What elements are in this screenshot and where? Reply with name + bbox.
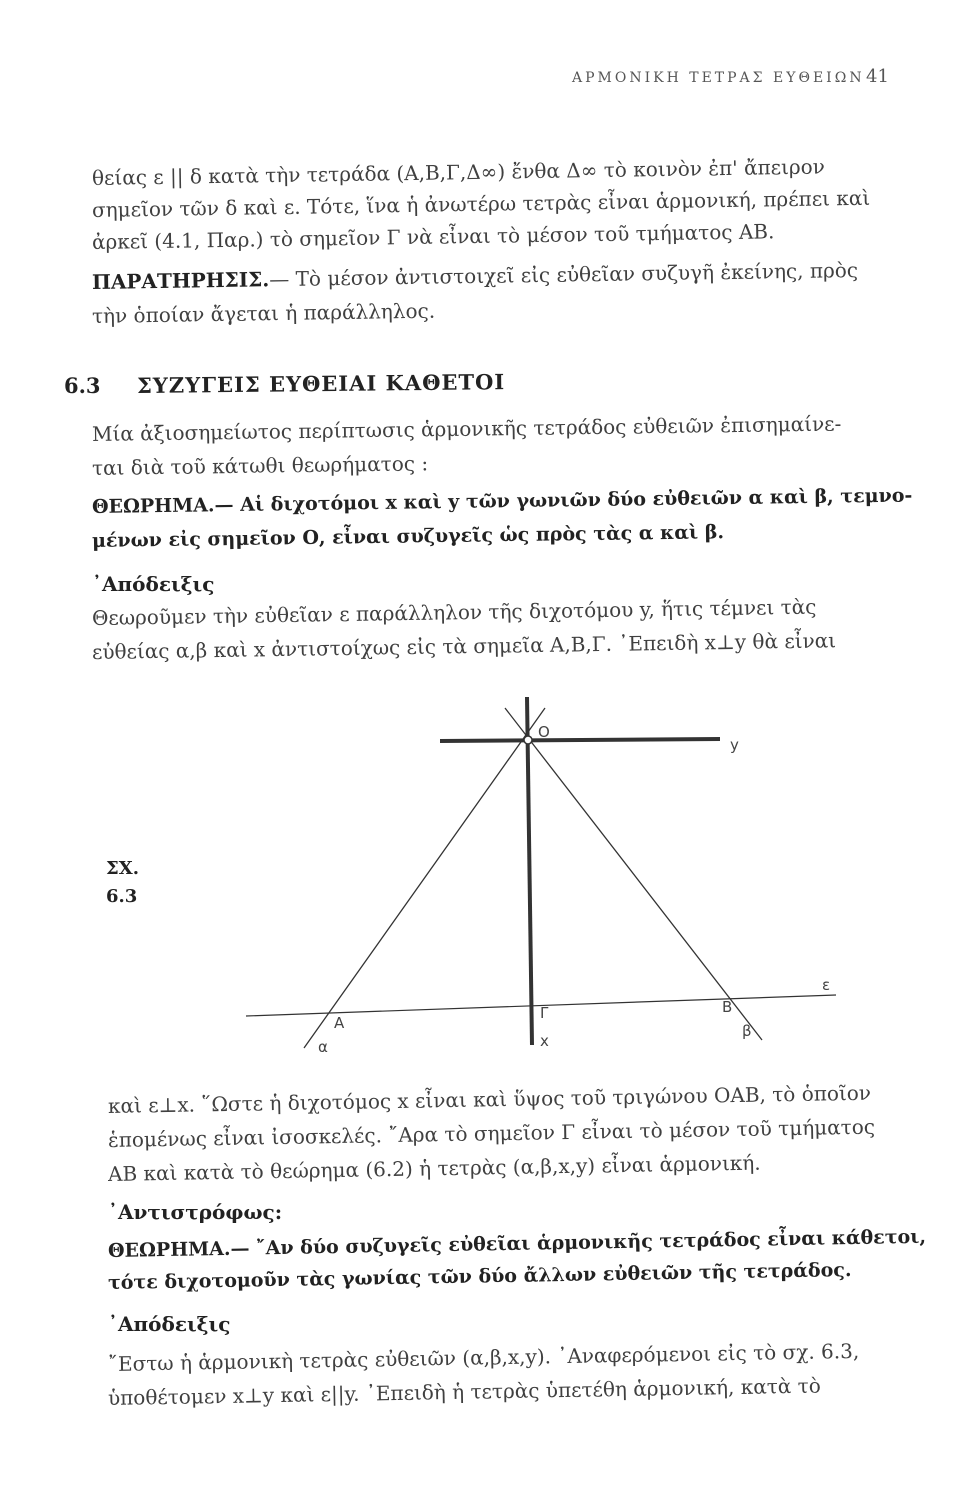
- proof-line: ῎Εστω ἡ ἁρμονικὴ τετρὰς εὐθειῶν (α,β,x,y). ᾿Αναφερόμενοι εἰς τὸ σχ. 6.3,: [107, 1338, 860, 1376]
- label-epsilon: ε: [822, 976, 831, 994]
- label-alpha: α: [318, 1038, 328, 1056]
- intro-line: ται διὰ τοῦ κάτωθι θεωρήματος :: [91, 451, 429, 480]
- line-x: [527, 697, 532, 1045]
- figure-label: ΣΧ.: [106, 858, 139, 879]
- remark-label: ΠΑΡΑΤΗΡΗΣΙΣ.: [91, 267, 270, 294]
- paragraph-line: σημεῖον τῶν δ καὶ ε. Τότε, ἵνα ἡ ἀνωτέρω τετρὰς εἶναι ἁρμονική, πρέπει καὶ: [91, 185, 871, 222]
- theorem-label: ΘΕΩΡΗΜΑ.: [91, 494, 215, 518]
- theorem-text: — ῎Αν δύο συζυγεῖς εὐθεῖαι ἁρμονικῆς τετράδος εἶναι κάθετοι,: [230, 1225, 927, 1260]
- proof-line: εὐθείας α,β καὶ x ἀντιστοίχως εἰς τὰ σημεῖα Α,Β,Γ. ᾿Επειδὴ x⊥y θὰ εἶναι: [91, 628, 837, 664]
- converse-heading: ᾿Αντιστρόφως:: [108, 1200, 283, 1224]
- theorem-line: μένων εἰς σημεῖον Ο, εἶναι συζυγεῖς ὡς πρὸς τὰς α καὶ β.: [91, 521, 725, 552]
- remark-text: — Τὸ μέσον ἀντιστοιχεῖ εἰς εὐθεῖαν συζυγῆ ἐκείνης, πρὸς: [269, 257, 859, 292]
- proof-line: ὑποθέτομεν x⊥y καὶ ε||y. ᾿Επειδὴ ἡ τετρὰς ὑπετέθη ἁρμονική, κατὰ τὸ: [107, 1373, 821, 1410]
- theorem-label: ΘΕΩΡΗΜΑ.: [107, 1237, 231, 1262]
- line-alpha: [304, 708, 545, 1048]
- paragraph-line: καὶ ε⊥x. ῞Ωστε ἡ διχοτόμος x εἶναι καὶ ὕψος τοῦ τριγώνου ΟΑΒ, τὸ ὁποῖον: [107, 1080, 872, 1118]
- label-o: Ο: [538, 723, 550, 741]
- label-x: x: [540, 1032, 549, 1050]
- section-number: 6.3: [64, 373, 101, 398]
- running-header: ΑΡΜΟΝΙΚΗ ΤΕΤΡΑΣ ΕΥΘΕΙΩΝ: [572, 70, 865, 86]
- paragraph-line: θείας ε || δ κατὰ τὴν τετράδα (Α,Β,Γ,Δ∞) ἔνθα Δ∞ τὸ κοινὸν ἐπ' ἄπειρον: [91, 154, 826, 190]
- figure-number: 6.3: [106, 886, 138, 907]
- point-o: [524, 736, 532, 744]
- proof-heading: ᾿Απόδειξις: [92, 572, 215, 596]
- paragraph-line: ἀρκεῖ (4.1, Παρ.) τὸ σημεῖον Γ νὰ εἶναι τὸ μέσον τοῦ τμήματος ΑΒ.: [91, 219, 775, 254]
- proof-line: Θεωροῦμεν τὴν εὐθεῖαν ε παράλληλον τῆς διχοτόμου y, ἥτις τέμνει τὰς: [91, 594, 817, 630]
- line-y: [440, 739, 720, 741]
- page-number: 41: [866, 66, 889, 87]
- theorem-line: τότε διχοτομοῦν τὰς γωνίας τῶν δύο ἄλλων εὐθειῶν τῆς τετράδος.: [107, 1259, 852, 1294]
- label-b: Β: [722, 998, 733, 1016]
- line-beta: [505, 708, 762, 1040]
- label-a: Α: [334, 1014, 345, 1032]
- theorem-text: — Αἱ διχοτόμοι x καὶ y τῶν γωνιῶν δύο εὐθειῶν α καὶ β, τεμνο-: [214, 484, 913, 517]
- intro-line: Μία ἀξιοσημείωτος περίπτωσις ἁρμονικῆς τετράδος εὐθειῶν ἐπισημαίνε-: [91, 411, 842, 446]
- paragraph-line: ΑΒ καὶ κατὰ τὸ θεώρημα (6.2) ἡ τετρὰς (α,β,x,y) εἶναι ἁρμονική.: [107, 1150, 761, 1186]
- label-beta: β: [742, 1022, 752, 1040]
- label-y: y: [730, 736, 739, 754]
- paragraph-line: ἑπομένως εἶναι ἰσοσκελές. ῎Αρα τὸ σημεῖον Γ εἶναι τὸ μέσον τοῦ τμήματος: [107, 1114, 876, 1152]
- section-title: ΣΥΖΥΓΕΙΣ ΕΥΘΕΙΑΙ ΚΑΘΕΤΟΙ: [136, 369, 506, 398]
- remark-line: τὴν ὁποίαν ἄγεται ἡ παράλληλος.: [91, 298, 436, 328]
- proof-heading: ᾿Απόδειξις: [108, 1312, 231, 1336]
- label-g: Γ: [540, 1004, 549, 1022]
